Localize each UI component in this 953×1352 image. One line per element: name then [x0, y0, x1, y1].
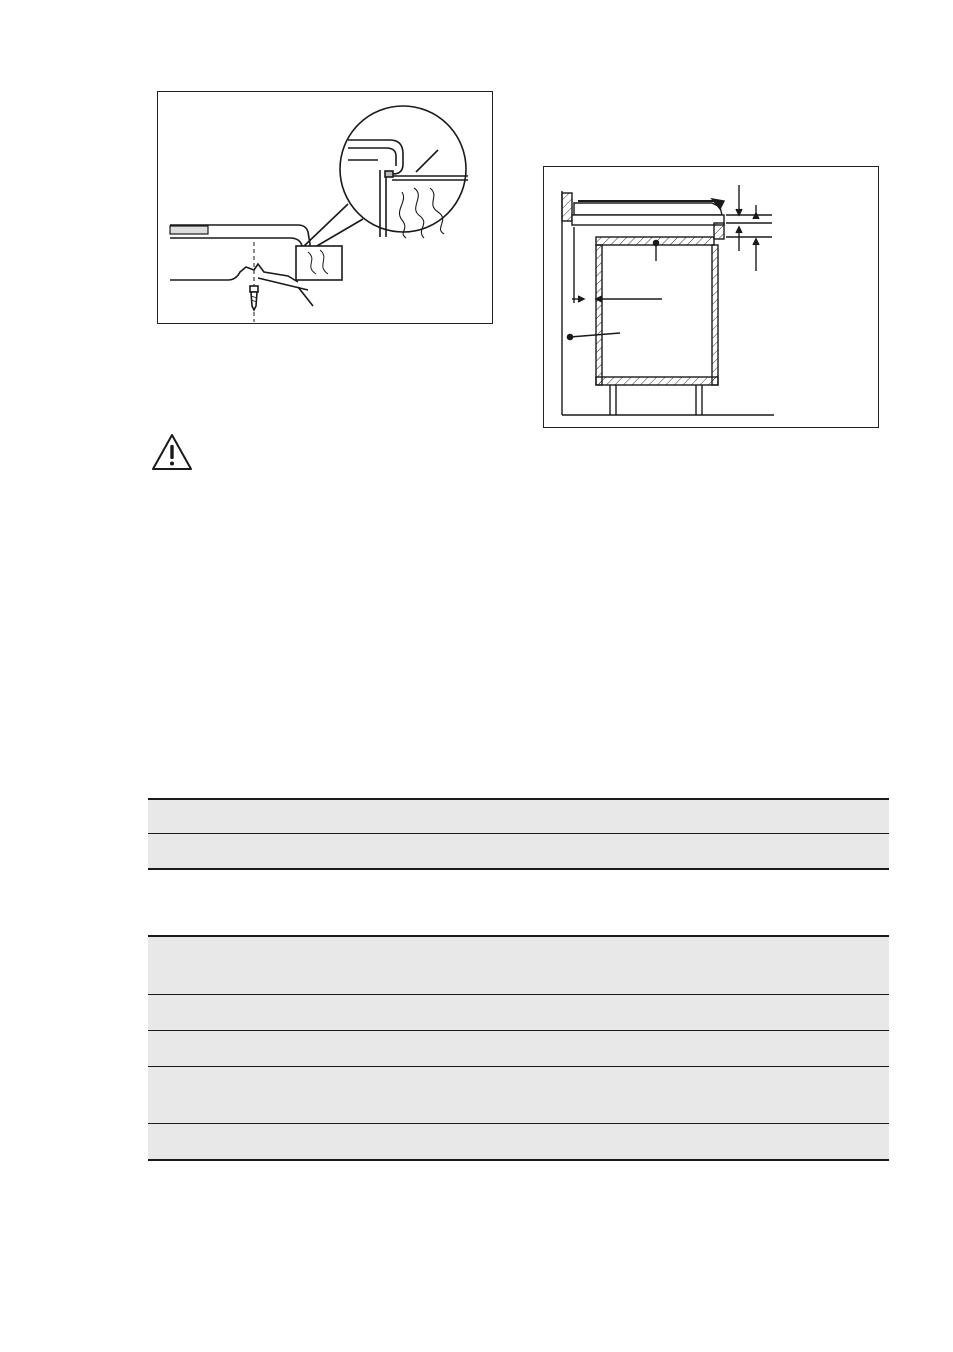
table-bottom-rule	[148, 868, 889, 870]
table-row	[148, 834, 889, 868]
table-row	[148, 1067, 889, 1123]
table-first	[148, 798, 889, 872]
table-bottom-rule	[148, 1159, 889, 1161]
table-row	[148, 1124, 889, 1159]
table-row	[148, 937, 889, 994]
table-second	[148, 935, 889, 1161]
table-row	[148, 800, 889, 833]
clamp-detail-drawing	[158, 92, 492, 323]
table-row	[148, 995, 889, 1030]
table-row	[148, 1031, 889, 1066]
cabinet-section-figure	[543, 166, 879, 428]
clamp-detail-figure	[157, 91, 493, 324]
cabinet-section-drawing	[544, 167, 878, 427]
warning-triangle-icon	[150, 432, 194, 472]
